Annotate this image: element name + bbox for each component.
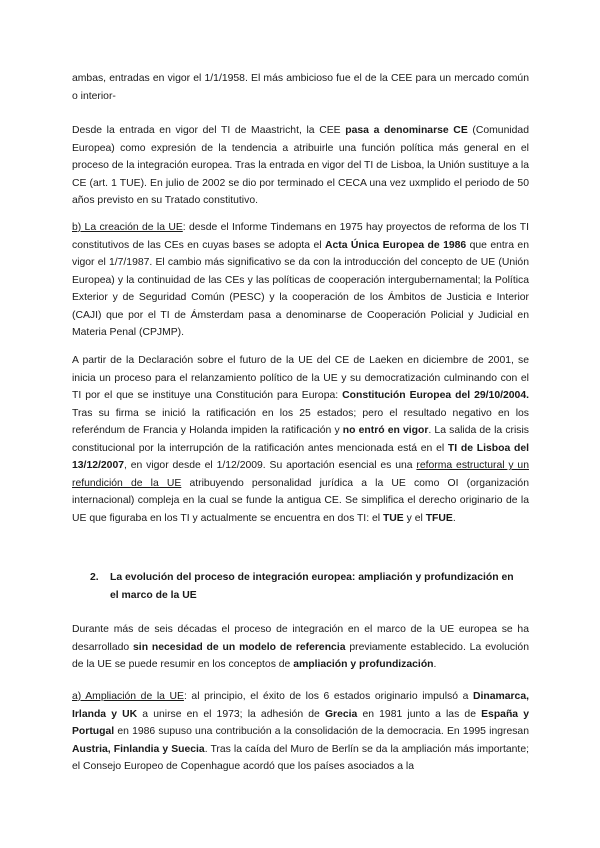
paragraph-evolucion — [72, 621, 529, 674]
paragraph-laeken — [72, 352, 529, 527]
text-run: a unirse en el 1973; la adhesión de — [137, 708, 325, 720]
paragraph-creacion-ue — [72, 219, 529, 342]
text-run: que entra en vigor el 1/7/1987. El cambio más significativo se da con la introducción del concepto de UE (Unión Europea) y la continuidad de las CEs y las políticas de cooperación intergubernamental; la Política Exterior y de Seguridad Común (PESC) y la cooperación de los Ámbitos de Justicia e Interior (CAJI) que por el TI de Ámsterdam pasa a denominarse de Cooperación Policial y Judicial en Materia Penal (CPJMP). — [72, 239, 529, 338]
bold-run: ampliación y profundización — [293, 659, 434, 670]
text-run: Durante más de seis décadas el proceso de integración en el marco de la UE europea se ha desarrollado — [72, 624, 529, 653]
bold-run: Austria, Finlandia y Suecia — [72, 743, 205, 755]
text-run: . Tras la caída del Muro de Berlín se da la ampliación más importante; el Consejo Europeo de Copenhague acordó que los países asociados a la — [72, 743, 529, 772]
bold-run: TFUE — [425, 512, 453, 524]
text-run: en 1981 junto a las de — [357, 708, 482, 720]
text-run: previamente establecido. La evolución de la UE se puede resumir en los conceptos de — [72, 641, 529, 670]
text-run: Tras su firma se inició la ratificación en los 25 estados; pero el resultado negativo en los referéndum de Francia y Holanda impiden la ratificación y — [72, 407, 529, 436]
text-run: : desde el Informe Tindemans en 1975 hay proyectos de reforma de los TI constitutivos de las CEs en cuyas bases se adopta el — [72, 222, 529, 251]
text-run: , en vigor desde el 1/12/2009. Su aportación esencial es una — [124, 460, 417, 471]
bold-run: Grecia — [324, 708, 358, 720]
bold-run: Constitución Europea del 29/10/2004. — [342, 390, 529, 401]
bold-run: TUE — [382, 512, 404, 524]
bold-run: pasa a denominarse CE — [345, 125, 468, 136]
text-run: atribuyendo personalidad jurídica a la UE como OI (organización internacional) compleja en la cual se funde la antigua CE. Se simplifica el derecho originario de la UE que figuraba en los TI y actualmente se encuentra en dos TI: el — [72, 477, 529, 524]
section-label: a) Ampliación de la UE — [72, 691, 184, 702]
bold-run: no entró en vigor — [342, 425, 429, 436]
text-run: y el — [403, 512, 426, 524]
text-run: en 1986 supuso una contribución a la consolidación de la democracia. En 1995 ingresan — [114, 726, 529, 737]
text-run: : al principio, el éxito de los 6 estados originario impulsó a — [183, 691, 473, 702]
paragraph-maastricht — [72, 122, 529, 210]
underlined-run: reforma estructural y un refundición de la UE — [72, 460, 529, 489]
text-run: Desde la entrada en vigor del TI de Maastricht, la CEE — [72, 125, 346, 136]
text-run: . — [452, 512, 456, 524]
heading-text: La evolución del proceso de integración europea: ampliación y profundización en el marco de la UE — [110, 572, 514, 601]
paragraph-text: ambas, entradas en vigor el 1/1/1958. El más ambicioso fue el de la CEE para un mercado común o interior- — [72, 73, 529, 102]
bold-run: TI de Lisboa del 13/12/2007 — [72, 442, 529, 471]
section-label: b) La creación de la UE — [72, 222, 183, 233]
text-run: A partir de la Declaración sobre el futuro de la UE del CE de Laeken en diciembre de 2001, se inicia un proceso para el relanzamiento político de la UE y su democratización culminando con el TI por el que se instituye una Constitución para Europa: — [72, 355, 529, 401]
text-run: . — [433, 659, 437, 670]
bold-run: Dinamarca, Irlanda y UK — [72, 691, 529, 720]
bold-run: sin necesidad de un modelo de referencia — [133, 641, 346, 653]
section-heading — [72, 569, 529, 604]
heading-number: 2. — [90, 572, 99, 583]
text-run: . La salida de la crisis constitucional por la interrupción de la ratificación antes mencionada está en el — [72, 425, 529, 454]
bold-run: España y Portugal — [72, 708, 530, 737]
paragraph-continuation — [72, 70, 529, 105]
bold-run: Acta Única Europea de 1986 — [324, 239, 467, 251]
text-run: (Comunidad Europea) como expresión de la tendencia a atribuirle una función política más general en el proceso de la integración europea. Tras la entrada en vigor del TI de Lisboa, la Unión sustituye a la CE (art. 1 TUE). En julio de 2002 se dio por terminado el CECA una vez uxmplido el periodo de 50 años previsto en su Tratado constitutivo. — [72, 125, 529, 206]
paragraph-ampliacion — [72, 688, 529, 776]
